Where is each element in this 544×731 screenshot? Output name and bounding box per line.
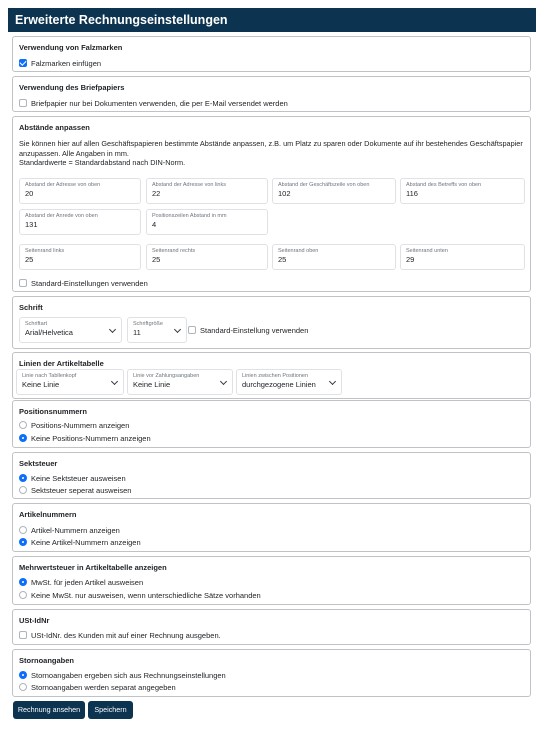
radio-button[interactable] [19, 474, 27, 482]
schrift-standard-checkbox[interactable] [188, 326, 196, 334]
select-label: Linien zwischen Positionen [242, 373, 309, 379]
field-value[interactable]: 25 [278, 255, 287, 264]
schriftgroesse-label: Schriftgröße [133, 321, 163, 327]
storno-title: Stornoangaben [19, 656, 75, 665]
schrift-standard-label: Standard-Einstellung verwenden [200, 325, 309, 335]
select-label: Linie nach Tabllenkopf [22, 373, 77, 379]
artikelnummern-title: Artikelnummern [19, 510, 77, 519]
sektsteuer-card [12, 452, 531, 499]
artikelnummern-option-1[interactable] [19, 537, 141, 547]
field-value[interactable]: 102 [278, 189, 291, 198]
radio-label: Sektsteuer seperat ausweisen [31, 485, 132, 495]
briefpapier-option[interactable] [19, 98, 288, 108]
select-value: Keine Linie [22, 380, 60, 389]
field-positionszeilen-abstand[interactable] [146, 209, 268, 235]
ustid-card [12, 609, 531, 645]
radio-button[interactable] [19, 421, 27, 429]
radio-label: Keine MwSt. nur ausweisen, wenn unterschiedliche Sätze vorhanden [31, 590, 261, 600]
radio-button[interactable] [19, 486, 27, 494]
field-seitenrand-links[interactable] [19, 244, 141, 270]
select-label: Linie vor Zahlungsangaben [133, 373, 200, 379]
field-value[interactable]: 22 [152, 189, 161, 198]
radio-label: Stornoangaben ergeben sich aus Rechnungseinstellungen [31, 670, 226, 680]
ustid-title: USt-IdNr [19, 616, 50, 625]
storno-option-0[interactable] [19, 670, 226, 680]
select-value: Keine Linie [133, 380, 171, 389]
field-label: Abstand der Adresse von links [152, 182, 226, 188]
field-label: Seitenrand rechts [152, 248, 196, 254]
field-anrede-oben[interactable] [19, 209, 141, 235]
save-button[interactable]: Speichern [88, 701, 133, 719]
radio-button[interactable] [19, 671, 27, 679]
radio-label: Keine Artikel-Nummern anzeigen [31, 537, 141, 547]
storno-card [12, 649, 531, 697]
schriftart-select[interactable] [19, 317, 122, 343]
radio-label: Positions-Nummern anzeigen [31, 420, 130, 430]
schriftgroesse-value: 11 [133, 328, 141, 337]
field-value[interactable]: 29 [406, 255, 415, 264]
schrift-card [12, 296, 531, 349]
schriftart-value: Arial/Helvetica [25, 328, 73, 337]
abstaende-standard-checkbox[interactable] [19, 279, 27, 287]
abstaende-desc-line2: anzupassen. Alle Angaben in mm. [19, 148, 129, 158]
briefpapier-label: Briefpapier nur bei Dokumenten verwenden, die per E-Mail versendet werden [31, 98, 288, 108]
radio-label: Artikel-Nummern anzeigen [31, 525, 120, 535]
positionsnummern-option-0[interactable] [19, 420, 129, 430]
field-label: Positionszeilen Abstand in mm [152, 213, 227, 219]
positionsnummern-card [12, 400, 531, 448]
field-value[interactable]: 25 [152, 255, 161, 264]
falzmarken-title: Verwendung von Falzmarken [19, 43, 123, 52]
schriftgroesse-select[interactable] [127, 317, 187, 343]
storno-option-1[interactable] [19, 682, 176, 692]
ustid-checkbox[interactable] [19, 631, 27, 639]
select-value: durchgezogene Linien [242, 380, 316, 389]
field-label: Abstand der Anrede von oben [25, 213, 98, 219]
sektsteuer-option-0[interactable] [19, 473, 126, 483]
field-label: Abstand des Betreffs von oben [406, 182, 482, 188]
field-label: Abstand der Geschäftszeile von oben [278, 182, 370, 188]
field-value[interactable]: 25 [25, 255, 34, 264]
abstaende-standard-label: Standard-Einstellungen verwenden [31, 278, 148, 288]
radio-label: MwSt. für jeden Artikel ausweisen [31, 577, 144, 587]
radio-button[interactable] [19, 434, 27, 442]
artikelnummern-card [12, 503, 531, 552]
artikelnummern-option-0[interactable] [19, 525, 120, 535]
field-adresse-links[interactable] [146, 178, 268, 204]
sektsteuer-option-1[interactable] [19, 485, 131, 495]
positionsnummern-title: Positionsnummern [19, 407, 87, 416]
field-label: Abstand der Adresse von oben [25, 182, 101, 188]
radio-label: Keine Sektsteuer ausweisen [31, 473, 126, 483]
field-adresse-oben[interactable] [19, 178, 141, 204]
field-value[interactable]: 4 [152, 220, 157, 229]
field-betreff-oben[interactable] [400, 178, 525, 204]
sektsteuer-title: Sektsteuer [19, 459, 58, 468]
mwst-card [12, 556, 531, 605]
abstaende-description [19, 139, 524, 168]
schriftart-label: Schriftart [25, 321, 48, 327]
briefpapier-checkbox[interactable] [19, 99, 27, 107]
field-value[interactable]: 116 [406, 189, 418, 198]
radio-button[interactable] [19, 591, 27, 599]
abstaende-card [12, 116, 531, 292]
falzmarken-option[interactable] [19, 58, 101, 68]
field-label: Seitenrand oben [278, 248, 319, 254]
ustid-option[interactable] [19, 630, 221, 640]
abstaende-desc-line3: Standardwerte = Standardabstand nach DIN-Norm. [19, 158, 186, 168]
linien-title: Linien der Artikeltabelle [19, 359, 104, 368]
briefpapier-title: Verwendung des Briefpapiers [19, 83, 125, 92]
mwst-option-0[interactable] [19, 577, 143, 587]
radio-label: Stornoangaben werden separat angegeben [31, 682, 176, 692]
linien-card [12, 352, 531, 399]
field-label: Seitenrand links [25, 248, 65, 254]
abstaende-title: Abstände anpassen [19, 123, 90, 132]
schrift-title: Schrift [19, 303, 43, 312]
linien-positionen-select[interactable] [236, 369, 342, 395]
mwst-option-1[interactable] [19, 590, 261, 600]
positionsnummern-option-1[interactable] [19, 433, 151, 443]
abstaende-desc-line1: Sie können hier auf allen Geschäftspapieren bestimmte Abstände anpassen, z.B. um Platz zu sparen oder Dokumente auf ihr bestehendes Geschäftspapier [19, 139, 523, 148]
abstaende-standard-option[interactable] [19, 278, 148, 288]
linie-tabellenkopf-select[interactable] [16, 369, 124, 395]
page-title: Erweiterte Rechnungseinstellungen [8, 8, 536, 32]
field-geschaeftszeile-oben[interactable] [272, 178, 396, 204]
radio-button[interactable] [19, 578, 27, 586]
radio-button[interactable] [19, 538, 27, 546]
field-value[interactable]: 20 [25, 189, 34, 198]
falzmarken-card [12, 36, 531, 72]
briefpapier-card [12, 76, 531, 112]
falzmarken-checkbox[interactable] [19, 59, 27, 67]
field-seitenrand-rechts[interactable] [146, 244, 268, 270]
radio-label: Keine Positions-Nummern anzeigen [31, 433, 151, 443]
field-seitenrand-oben[interactable] [272, 244, 396, 270]
ustid-label: USt-IdNr. des Kunden mit auf einer Rechnung ausgeben. [31, 630, 221, 640]
linie-zahlungsangaben-select[interactable] [127, 369, 233, 395]
radio-button[interactable] [19, 683, 27, 691]
mwst-title: Mehrwertsteuer in Artikeltabelle anzeigen [19, 563, 167, 572]
field-value[interactable]: 131 [25, 220, 38, 229]
radio-button[interactable] [19, 526, 27, 534]
schrift-standard-option[interactable] [188, 325, 308, 335]
falzmarken-label: Falzmarken einfügen [31, 58, 102, 68]
field-label: Seitenrand unten [406, 248, 448, 254]
rechnung-ansehen-button[interactable]: Rechnung ansehen [13, 701, 85, 719]
field-seitenrand-unten[interactable] [400, 244, 525, 270]
